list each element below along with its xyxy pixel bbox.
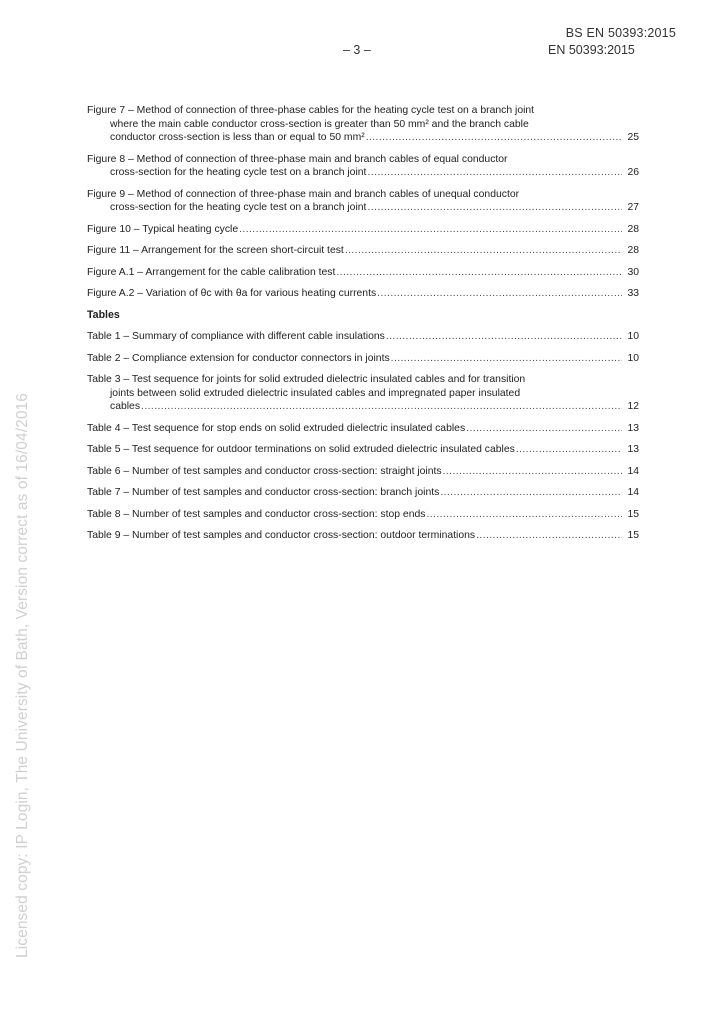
dot-leader xyxy=(466,422,622,436)
figure-entry-line xyxy=(87,131,625,145)
table-entry-line xyxy=(87,486,625,500)
table-entry-caption: Table 6 – Number of test samples and conductor cross-section: straight joints xyxy=(87,465,442,477)
figure-entry[interactable] xyxy=(87,266,639,280)
table-page-number: 13 xyxy=(627,444,639,455)
table-page-number: 15 xyxy=(627,530,639,541)
standard-reference-secondary: EN 50393:2015 xyxy=(548,43,635,57)
table-entry-line xyxy=(87,508,625,522)
dot-leader xyxy=(239,223,622,237)
table-entry[interactable] xyxy=(87,373,639,414)
table-entry[interactable] xyxy=(87,465,639,479)
table-page-number: 14 xyxy=(627,487,639,498)
table-page-number: 10 xyxy=(627,331,639,342)
table-entry-text xyxy=(87,486,625,500)
dot-leader xyxy=(476,529,622,543)
dot-leader xyxy=(345,244,622,258)
table-entry[interactable] xyxy=(87,508,639,522)
tables-list xyxy=(87,330,639,543)
figure-entry-line xyxy=(87,201,625,215)
figure-entry-line xyxy=(87,166,625,180)
figure-entry-line: Figure 8 – Method of connection of three-phase main and branch cables of equal conductor xyxy=(87,153,508,165)
figure-entry-text xyxy=(87,244,625,258)
figure-entry-caption: Figure 11 – Arrangement for the screen short-circuit test xyxy=(87,245,344,256)
figure-entry-line xyxy=(87,244,625,258)
table-of-contents xyxy=(87,104,639,551)
figure-page-number: 26 xyxy=(627,167,639,178)
table-page-number: 14 xyxy=(627,465,639,477)
figure-page-number: 30 xyxy=(627,266,639,278)
figure-entry-text xyxy=(87,287,625,301)
figure-entry[interactable] xyxy=(87,223,639,237)
figure-entry[interactable] xyxy=(87,287,639,301)
table-entry-line xyxy=(87,465,625,479)
table-page-number: 13 xyxy=(627,422,639,434)
standard-reference: BS EN 50393:2015 xyxy=(565,26,676,40)
figure-entry-caption: Figure 10 – Typical heating cycle xyxy=(87,223,239,235)
table-entry-line xyxy=(87,443,625,457)
table-entry-caption: Table 5 – Test sequence for outdoor terminations on solid extruded dielectric insulated cables xyxy=(87,444,515,455)
figure-entry[interactable] xyxy=(87,244,639,258)
table-entry-text xyxy=(87,508,625,522)
dot-leader xyxy=(141,400,622,414)
dot-leader xyxy=(367,166,622,180)
figure-entry-line: Figure 9 – Method of connection of three-phase main and branch cables of unequal conductor xyxy=(87,188,520,200)
figure-entry-text xyxy=(87,188,625,215)
table-entry-text xyxy=(87,422,625,436)
table-entry-text xyxy=(87,373,625,414)
table-entry-caption: Table 9 – Number of test samples and conductor cross-section: outdoor terminations xyxy=(87,530,476,541)
table-entry-caption: Table 4 – Test sequence for stop ends on solid extruded dielectric insulated cables xyxy=(87,422,466,434)
table-entry-line: Table 3 – Test sequence for joints for solid extruded dielectric insulated cables and for transition xyxy=(87,374,526,385)
figure-entry-caption: conductor cross-section is less than or equal to 50 mm² xyxy=(110,132,365,143)
figure-entry-text xyxy=(87,223,625,237)
table-entry-text xyxy=(87,465,625,479)
dot-leader xyxy=(367,201,622,215)
table-entry[interactable] xyxy=(87,330,639,344)
table-page-number: 15 xyxy=(627,508,639,520)
table-entry-line xyxy=(87,529,625,543)
table-entry[interactable] xyxy=(87,529,639,543)
license-watermark: Licensed copy: IP Login, The University of Bath, Version correct as of 16/04/2016 xyxy=(14,393,31,958)
table-entry-line xyxy=(87,422,625,436)
table-entry[interactable] xyxy=(87,352,639,366)
figure-entry[interactable] xyxy=(87,104,639,145)
table-entry-line xyxy=(87,352,625,366)
figure-entry-line xyxy=(87,223,625,237)
dot-leader xyxy=(440,486,622,500)
figure-entry[interactable] xyxy=(87,153,639,180)
table-entry-line xyxy=(87,400,625,414)
figure-entry-caption: Figure A.1 – Arrangement for the cable calibration test xyxy=(87,266,336,278)
table-entry-text xyxy=(87,529,625,543)
table-entry-caption: Table 1 – Summary of compliance with different cable insulations xyxy=(87,331,385,342)
dot-leader xyxy=(426,508,622,522)
figure-entry-line xyxy=(87,287,625,301)
dot-leader xyxy=(377,287,622,301)
table-entry[interactable] xyxy=(87,443,639,457)
figure-entry-text xyxy=(87,104,625,145)
figure-entry-caption: cross-section for the heating cycle test on a branch joint xyxy=(110,202,367,213)
dot-leader xyxy=(443,465,622,479)
table-page-number: 12 xyxy=(627,401,639,412)
table-page-number: 10 xyxy=(627,352,639,364)
figures-list xyxy=(87,104,639,301)
table-entry-caption: Table 2 – Compliance extension for conductor connectors in joints xyxy=(87,352,390,364)
dot-leader xyxy=(336,266,622,280)
figure-entry-caption: Figure A.2 – Variation of θc with θa for various heating currents xyxy=(87,288,377,299)
table-entry-text xyxy=(87,443,625,457)
figure-entry[interactable] xyxy=(87,188,639,215)
figure-entry-line xyxy=(87,266,625,280)
figure-entry-line: Figure 7 – Method of connection of three-phase cables for the heating cycle test on a branch joint xyxy=(87,105,535,116)
figure-entry-caption: cross-section for the heating cycle test on a branch joint xyxy=(110,167,367,178)
figure-page-number: 27 xyxy=(627,202,639,213)
figure-entry-text xyxy=(87,266,625,280)
figure-page-number: 33 xyxy=(627,288,639,299)
page-number: – 3 – xyxy=(343,43,371,57)
table-entry-text xyxy=(87,352,625,366)
figure-page-number: 25 xyxy=(627,132,639,143)
table-entry-line: joints between solid extruded dielectric insulated cables and impregnated paper insulated xyxy=(110,387,521,399)
figure-entry-line: where the main cable conductor cross-section is greater than 50 mm² and the branch cable xyxy=(110,118,529,130)
table-entry-caption: Table 8 – Number of test samples and conductor cross-section: stop ends xyxy=(87,508,426,520)
dot-leader xyxy=(391,352,622,366)
figure-page-number: 28 xyxy=(627,245,639,256)
figure-page-number: 28 xyxy=(627,223,639,235)
figure-entry-text xyxy=(87,153,625,180)
tables-heading: Tables xyxy=(87,308,120,321)
table-entry-line xyxy=(87,330,625,344)
dot-leader xyxy=(516,443,622,457)
table-entry[interactable] xyxy=(87,422,639,436)
table-entry-caption: cables xyxy=(110,401,141,412)
dot-leader xyxy=(386,330,622,344)
table-entry-caption: Table 7 – Number of test samples and conductor cross-section: branch joints xyxy=(87,487,440,498)
table-entry-text xyxy=(87,330,625,344)
dot-leader xyxy=(366,131,622,145)
table-entry[interactable] xyxy=(87,486,639,500)
